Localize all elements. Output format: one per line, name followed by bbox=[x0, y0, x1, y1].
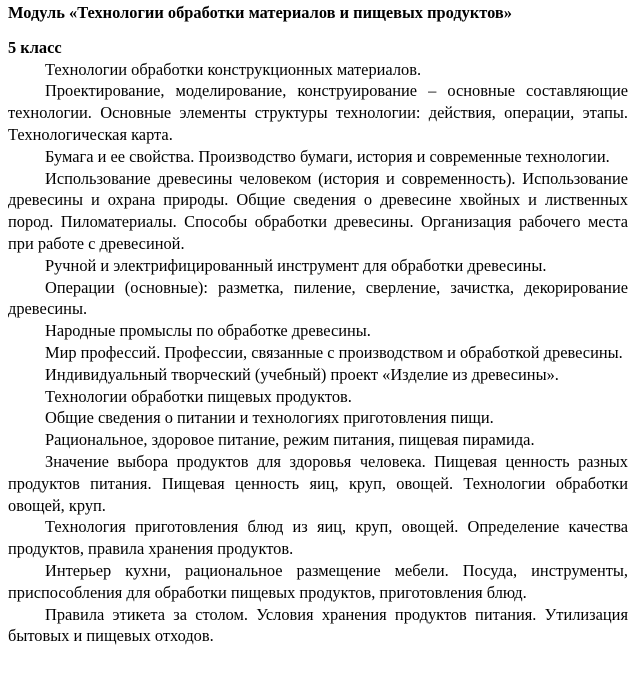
paragraph: Ручной и электрифицированный инструмент для обработки древесины. bbox=[45, 255, 547, 275]
document-page bbox=[8, 2, 628, 647]
paragraph: Операции (основные): разметка, пиление, сверление, зачистка, декорирование древесины. bbox=[8, 277, 628, 319]
paragraph: Индивидуальный творческий (учебный) проект «Изделие из древесины». bbox=[45, 364, 559, 384]
paragraph: Технологии обработки конструкционных материалов. bbox=[45, 59, 422, 79]
paragraph: Значение выбора продуктов для здоровья человека. Пищевая ценность разных продуктов питания. Пищевая ценность яиц, круп, овощей. Технологии обработки овощей, круп. bbox=[8, 451, 628, 515]
paragraph: Общие сведения о питании и технологиях приготовления пищи. bbox=[45, 408, 494, 428]
paragraph: Правила этикета за столом. Условия хранения продуктов питания. Утилизация бытовых и пищевых отходов. bbox=[8, 604, 628, 646]
paragraph: Использование древесины человеком (история и современность). Использование древесины и охрана природы. Общие сведения о древесине хвойных и лиственных пород. Пиломатериалы. Способы обработки древесины. Организация рабочего места при работе с древесиной. bbox=[8, 168, 628, 253]
paragraph: Рациональное, здоровое питание, режим питания, пищевая пирамида. bbox=[45, 430, 535, 450]
paragraph: Технологии обработки пищевых продуктов. bbox=[45, 386, 352, 406]
module-title: Модуль «Технологии обработки материалов и пищевых продуктов» bbox=[8, 3, 512, 22]
paragraph: Интерьер кухни, рациональное размещение мебели. Посуда, инструменты, приспособления для обработки пищевых продуктов, приготовления блюд. bbox=[8, 560, 628, 602]
grade-heading: 5 класс bbox=[8, 37, 62, 57]
paragraph: Народные промыслы по обработке древесины. bbox=[45, 321, 371, 341]
paragraph: Бумага и ее свойства. Производство бумаги, история и современные технологии. bbox=[45, 146, 610, 166]
paragraph: Технология приготовления блюд из яиц, круп, овощей. Определение качества продуктов, правила хранения продуктов. bbox=[8, 517, 628, 559]
paragraph: Проектирование, моделирование, конструирование – основные составляющие технологии. Основные элементы структуры технологии: действия, операции, этапы. Технологическая карта. bbox=[8, 81, 628, 144]
paragraph: Мир профессий. Профессии, связанные с производством и обработкой древесины. bbox=[45, 342, 623, 362]
